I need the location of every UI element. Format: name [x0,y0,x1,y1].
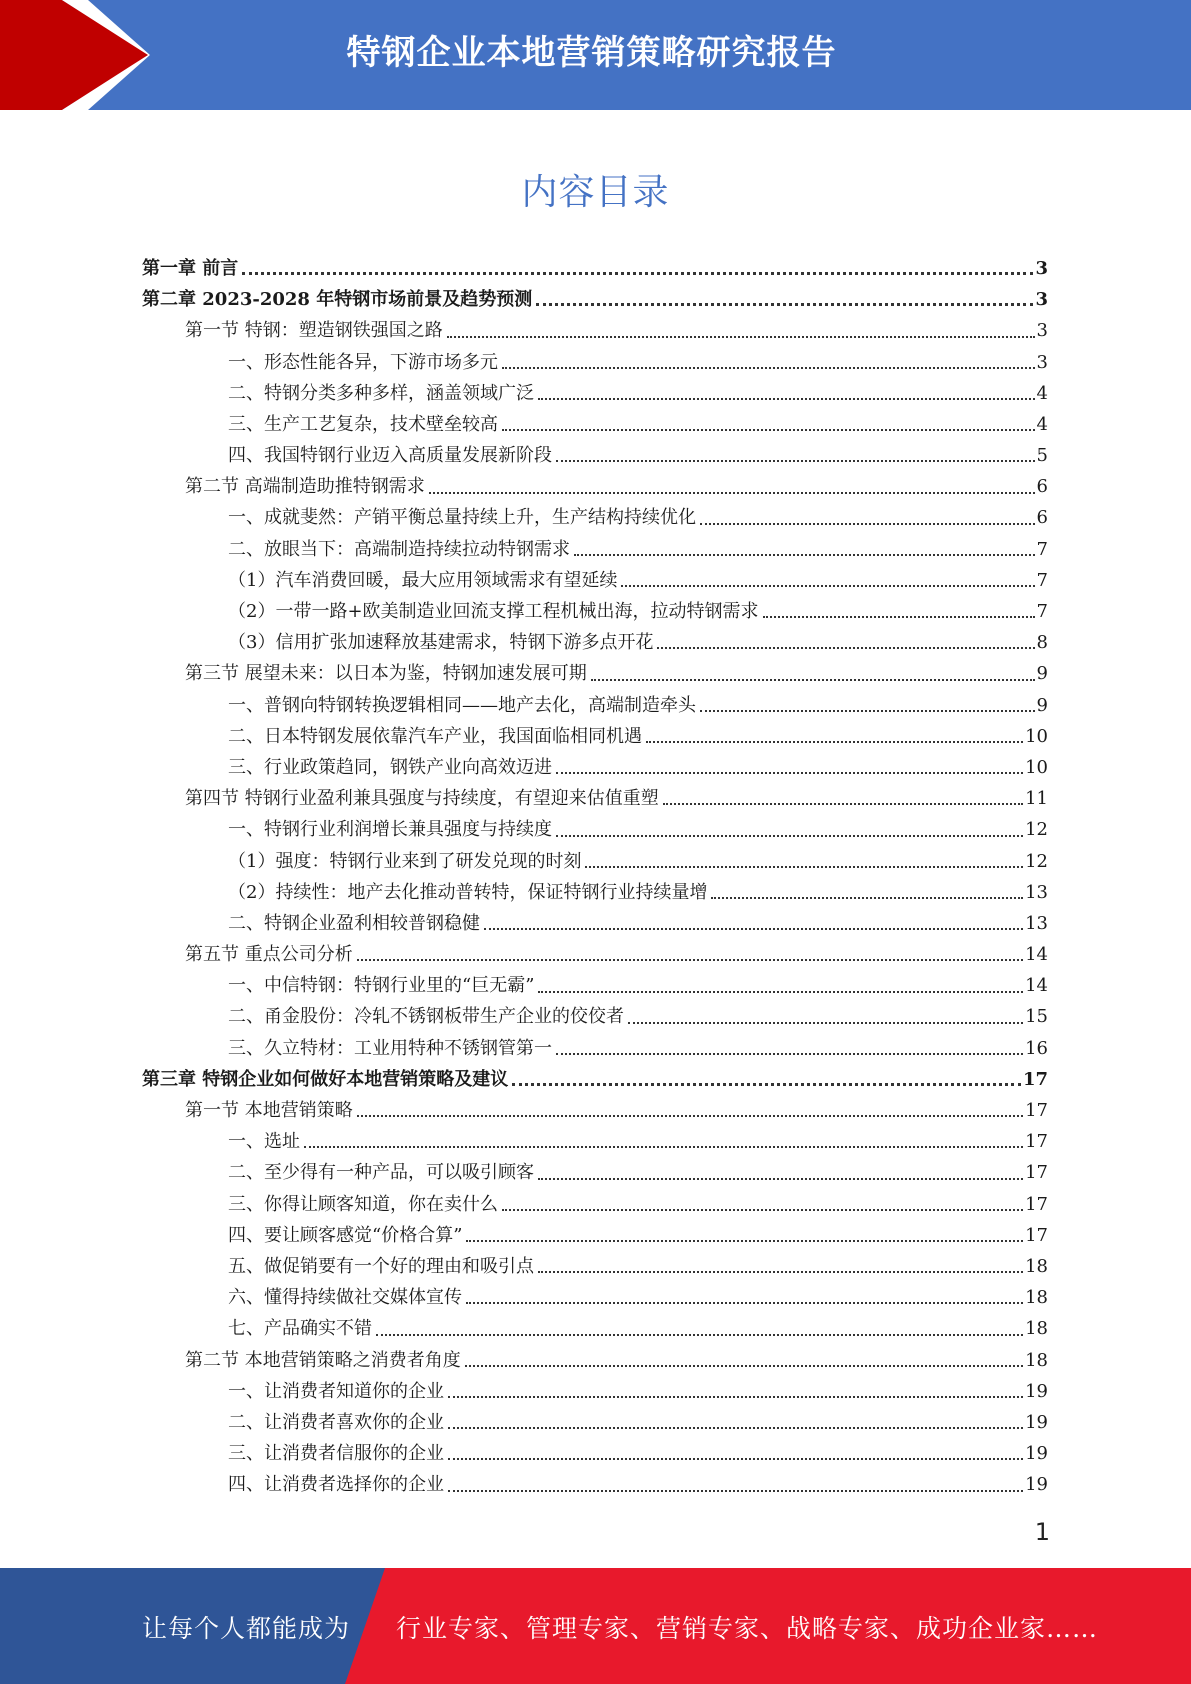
toc-entry-title: 第一章 前言 [142,257,239,279]
toc-leader-dots [585,866,1023,868]
toc-entry-title: 一、选址 [228,1131,300,1153]
toc-entry-page: 18 [1025,1318,1048,1340]
toc-entry[interactable] [142,503,1048,534]
toc-leader-dots [538,398,1035,400]
toc-entry-page: 14 [1025,944,1048,966]
toc-entry-title: （3）信用扩张加速释放基建需求，特钢下游多点开花 [228,632,654,654]
toc-entry-title: 一、普钢向特钢转换逻辑相同——地产去化，高端制造牵头 [228,694,696,716]
toc-entry[interactable] [142,690,1048,721]
toc-entry[interactable] [142,814,1048,845]
toc-entry-title: 三、你得让顾客知道，你在卖什么 [228,1193,498,1215]
toc-entry-title: 二、日本特钢发展依靠汽车产业，我国面临相同机遇 [228,725,642,747]
toc-entry[interactable] [142,253,1048,284]
toc-leader-dots [429,492,1035,494]
toc-entry[interactable] [142,1002,1048,1033]
toc-entry[interactable] [142,1313,1048,1344]
toc-entry[interactable] [142,1469,1048,1500]
toc-entry-page: 19 [1025,1443,1048,1465]
toc-entry-page: 17 [1025,1162,1048,1184]
toc-entry-title: （1）强度：特钢行业来到了研发兑现的时刻 [228,850,582,872]
toc-entry[interactable] [142,1282,1048,1313]
toc-entry-page: 16 [1025,1037,1048,1059]
toc-entry[interactable] [142,409,1048,440]
toc-leader-dots [466,1302,1023,1304]
toc-entry[interactable] [142,1033,1048,1064]
toc-entry[interactable] [142,284,1048,315]
toc-entry[interactable] [142,1126,1048,1157]
toc-leader-dots [304,1146,1023,1148]
toc-entry-page: 17 [1025,1193,1048,1215]
toc-entry[interactable] [142,783,1048,814]
toc-leader-dots [711,897,1023,899]
toc-entry-page: 3 [1036,320,1048,342]
toc-entry-title: 第二节 本地营销策略之消费者角度 [185,1349,461,1371]
toc-entry[interactable] [142,1189,1048,1220]
toc-entry[interactable] [142,1220,1048,1251]
toc-leader-dots [556,460,1035,462]
toc-leader-dots [502,429,1035,431]
toc-entry-title: 二、至少得有一种产品，可以吸引顾客 [228,1162,534,1184]
toc-entry[interactable] [142,471,1048,502]
toc-entry-page: 10 [1025,725,1048,747]
toc-entry-title: 第一节 本地营销策略 [185,1100,353,1122]
toc-leader-dots [512,1083,1021,1086]
toc-leader-dots [621,585,1034,587]
toc-entry[interactable] [142,658,1048,689]
toc-leader-dots [448,1396,1023,1398]
toc-entry-page: 17 [1025,1131,1048,1153]
toc-entry-title: 三、生产工艺复杂，技术壁垒较高 [228,413,498,435]
toc-entry-title: 二、甬金股份：冷轧不锈钢板带生产企业的佼佼者 [228,1006,624,1028]
toc-leader-dots [646,741,1023,743]
toc-leader-dots [448,1427,1023,1429]
page-number: 1 [1034,1518,1050,1546]
toc-leader-dots [591,679,1035,681]
toc-entry-title: （2）一带一路+欧美制造业回流支撑工程机械出海，拉动特钢需求 [228,601,759,623]
toc-entry[interactable] [142,1345,1048,1376]
toc-leader-dots [556,1053,1023,1055]
toc-entry-page: 3 [1035,257,1048,279]
toc-entry-page: 6 [1036,507,1048,529]
toc-entry-title: 六、懂得持续做社交媒体宣传 [228,1287,462,1309]
footer-banner [0,1568,1191,1684]
toc-leader-dots [663,803,1023,805]
toc-entry-title: 一、成就斐然：产销平衡总量持续上升，生产结构持续优化 [228,507,696,529]
toc-entry[interactable] [142,1251,1048,1282]
toc-entry[interactable] [142,347,1048,378]
toc-entry-page: 6 [1036,476,1048,498]
toc-entry-title: 三、让消费者信服你的企业 [228,1443,444,1465]
toc-leader-dots [538,1271,1023,1273]
toc-entry[interactable] [142,908,1048,939]
toc-leader-dots [538,991,1023,993]
toc-entry-page: 17 [1025,1224,1048,1246]
toc-entry-title: 第四节 特钢行业盈利兼具强度与持续度，有望迎来估值重塑 [185,788,659,810]
toc-entry-title: 七、产品确实不错 [228,1318,372,1340]
toc-entry-title: 二、让消费者喜欢你的企业 [228,1411,444,1433]
toc-entry-page: 15 [1025,1006,1048,1028]
toc-entry[interactable] [142,1064,1048,1095]
toc-entry-title: 三、行业政策趋同，钢铁产业向高效迈进 [228,756,552,778]
toc-entry-page: 7 [1036,569,1048,591]
toc-leader-dots [376,1334,1023,1336]
toc-entry[interactable] [142,877,1048,908]
toc-entry[interactable] [142,721,1048,752]
toc-entry-page: 11 [1025,788,1048,810]
toc-entry-title: 四、我国特钢行业迈入高质量发展新阶段 [228,445,552,467]
toc-entry-title: 四、让消费者选择你的企业 [228,1474,444,1496]
toc-leader-dots [448,1490,1023,1492]
toc-leader-dots [502,367,1035,369]
toc-entry-title: 一、形态性能各异，下游市场多元 [228,351,498,373]
toc-entry-title: （2）持续性：地产去化推动普转特，保证特钢行业持续量增 [228,881,708,903]
toc-entry-title: 一、中信特钢：特钢行业里的“巨无霸” [228,975,535,997]
toc-entry[interactable] [142,970,1048,1001]
toc-leader-dots [466,1240,1023,1242]
toc-leader-dots [447,336,1035,338]
toc-entry[interactable] [142,752,1048,783]
toc-entry[interactable] [142,1157,1048,1188]
toc-entry[interactable] [142,627,1048,658]
toc-entry-title: 二、放眼当下：高端制造持续拉动特钢需求 [228,538,570,560]
toc-leader-dots [484,928,1023,930]
toc-entry[interactable] [142,565,1048,596]
toc-leader-dots [574,554,1035,556]
toc-entry-page: 14 [1025,975,1048,997]
toc-entry[interactable] [142,939,1048,970]
toc-leader-dots [628,1022,1023,1024]
toc-heading: 内容目录 [521,172,670,213]
toc-entry-title: 二、特钢分类多种多样，涵盖领域广泛 [228,382,534,404]
document-title: 特钢企业本地营销策略研究报告 [346,33,837,73]
toc-entry-page: 4 [1036,413,1048,435]
footer-slogan-right: 行业专家、管理专家、营销专家、战略专家、成功企业家…… [396,1614,1099,1643]
toc-leader-dots [465,1365,1023,1367]
toc-entry-page: 17 [1025,1100,1048,1122]
toc-leader-dots [700,710,1035,712]
toc-entry-page: 3 [1035,289,1048,311]
toc-leader-dots [700,523,1035,525]
toc-entry-title: 第二章 2023-2028 年特钢市场前景及趋势预测 [142,289,533,311]
toc-entry[interactable] [142,1095,1048,1126]
toc-entry-title: 三、久立特材：工业用特种不锈钢管第一 [228,1037,552,1059]
toc-entry-title: 二、特钢企业盈利相较普钢稳健 [228,912,480,934]
toc-entry-page: 9 [1036,694,1048,716]
toc-leader-dots [242,272,1033,275]
toc-entry[interactable] [142,1376,1048,1407]
toc-entry-page: 4 [1036,382,1048,404]
toc-entry[interactable] [142,440,1048,471]
toc-leader-dots [657,647,1034,649]
toc-entry[interactable] [142,1407,1048,1438]
toc-entry-title: 第五节 重点公司分析 [185,944,353,966]
toc-leader-dots [357,1115,1023,1117]
toc-entry-page: 9 [1036,663,1048,685]
table-of-contents [142,253,1048,1501]
toc-leader-dots [763,616,1035,618]
toc-entry-page: 13 [1025,912,1048,934]
toc-leader-dots [536,303,1033,306]
toc-entry-title: 第一节 特钢：塑造钢铁强国之路 [185,320,443,342]
toc-entry-title: 四、要让顾客感觉“价格合算” [228,1224,463,1246]
toc-entry-page: 18 [1025,1287,1048,1309]
toc-entry-title: （1）汽车消费回暖，最大应用领域需求有望延续 [228,569,618,591]
header-banner [0,0,1191,110]
toc-entry-page: 12 [1025,850,1048,872]
toc-leader-dots [357,959,1023,961]
toc-entry[interactable] [142,846,1048,877]
toc-entry-page: 19 [1025,1411,1048,1433]
toc-entry-page: 10 [1025,756,1048,778]
toc-entry[interactable] [142,315,1048,346]
toc-entry[interactable] [142,378,1048,409]
toc-entry-page: 5 [1036,445,1048,467]
toc-entry-title: 第二节 高端制造助推特钢需求 [185,476,425,498]
toc-entry-title: 一、让消费者知道你的企业 [228,1380,444,1402]
toc-entry-page: 17 [1022,1068,1048,1090]
toc-entry-title: 第三节 展望未来：以日本为鉴，特钢加速发展可期 [185,663,587,685]
toc-entry-title: 五、做促销要有一个好的理由和吸引点 [228,1255,534,1277]
toc-leader-dots [556,772,1023,774]
toc-leader-dots [556,835,1023,837]
toc-entry-title: 一、特钢行业利润增长兼具强度与持续度 [228,819,552,841]
toc-entry[interactable] [142,1438,1048,1469]
footer-slogan-left: 让每个人都能成为 [142,1614,351,1643]
toc-leader-dots [538,1178,1023,1180]
toc-entry-page: 18 [1025,1255,1048,1277]
toc-entry-page: 7 [1036,601,1048,623]
toc-entry[interactable] [142,596,1048,627]
toc-entry-page: 3 [1036,351,1048,373]
toc-entry-page: 13 [1025,881,1048,903]
toc-leader-dots [448,1458,1023,1460]
toc-leader-dots [502,1209,1023,1211]
toc-entry-page: 19 [1025,1380,1048,1402]
toc-entry-page: 8 [1036,632,1048,654]
toc-entry-page: 7 [1036,538,1048,560]
toc-entry-title: 第三章 特钢企业如何做好本地营销策略及建议 [142,1068,509,1090]
toc-entry-page: 18 [1025,1349,1048,1371]
toc-entry-page: 12 [1025,819,1048,841]
toc-entry[interactable] [142,534,1048,565]
toc-entry-page: 19 [1025,1474,1048,1496]
